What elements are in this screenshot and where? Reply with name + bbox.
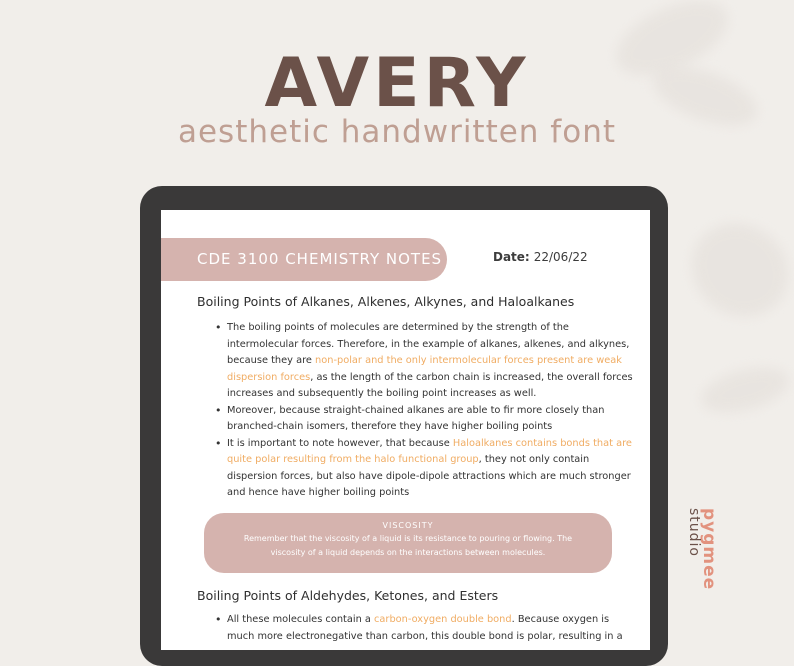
viscosity-callout <box>204 513 612 573</box>
highlighted-text: carbon-oxygen double bond <box>374 614 512 625</box>
section-heading: Boiling Points of Aldehydes, Ketones, and Esters <box>197 588 499 603</box>
notes-list <box>209 612 635 645</box>
bullet-text: , as the length of the carbon chain is increased, the overall forces increases and subsequently the boiling point increases as well. <box>227 371 633 399</box>
date-label: Date: <box>493 250 530 264</box>
leaf-shadow-decoration <box>673 204 794 335</box>
highlighted-text: Haloalkanes contains bonds that are quite polar resulting from the halo functional group <box>227 437 632 465</box>
list-item <box>227 436 635 502</box>
leaf-shadow-decoration <box>696 359 793 421</box>
notes-list <box>209 320 635 502</box>
tablet-screen <box>161 210 650 650</box>
bullet-text: It is important to note however, that because <box>227 437 453 449</box>
notes-header-banner: CDE 3100 CHEMISTRY NOTES <box>161 238 447 281</box>
callout-title: VISCOSITY <box>382 521 434 530</box>
section-heading: Boiling Points of Alkanes, Alkenes, Alkynes, and Haloalkanes <box>197 294 575 309</box>
brand-suffix: studio <box>686 508 702 557</box>
list-item <box>227 320 635 403</box>
font-title: AVERY <box>264 44 530 123</box>
list-item <box>227 612 635 645</box>
list-item <box>227 403 635 436</box>
bullet-text: , they not only contain dispersion forces, but also have dipole-dipole attractions which are much stronger and hence have higher boiling points <box>227 454 631 498</box>
bullet-text: Moreover, because straight-chained alkanes are able to fir more closely than branched-chain isomers, therefore they have higher boiling points <box>227 404 605 432</box>
bullet-text: All these molecules contain a <box>227 614 375 625</box>
brand-logo <box>680 508 719 618</box>
bullet-text: . Because oxygen is much more electronegative than carbon, this double bond is polar, resulting in a <box>227 614 623 642</box>
highlighted-text: non-polar and the only intermolecular forces present are weak dispersion forces <box>227 355 622 383</box>
date-value: 22/06/22 <box>533 250 588 264</box>
date-line <box>493 250 588 264</box>
callout-body: Remember that the viscosity of a liquid is its resistance to pouring or flowing. The viscosity of a liquid depends on the interactions between molecules. <box>243 534 573 557</box>
brand-name: pygmee <box>699 508 719 591</box>
bullet-text: The boiling points of molecules are determined by the strength of the intermolecular forces. Therefore, in the example of alkanes, alkenes, and alkynes, because they are <box>227 322 630 366</box>
font-subtitle: aesthetic handwritten font <box>177 114 616 150</box>
